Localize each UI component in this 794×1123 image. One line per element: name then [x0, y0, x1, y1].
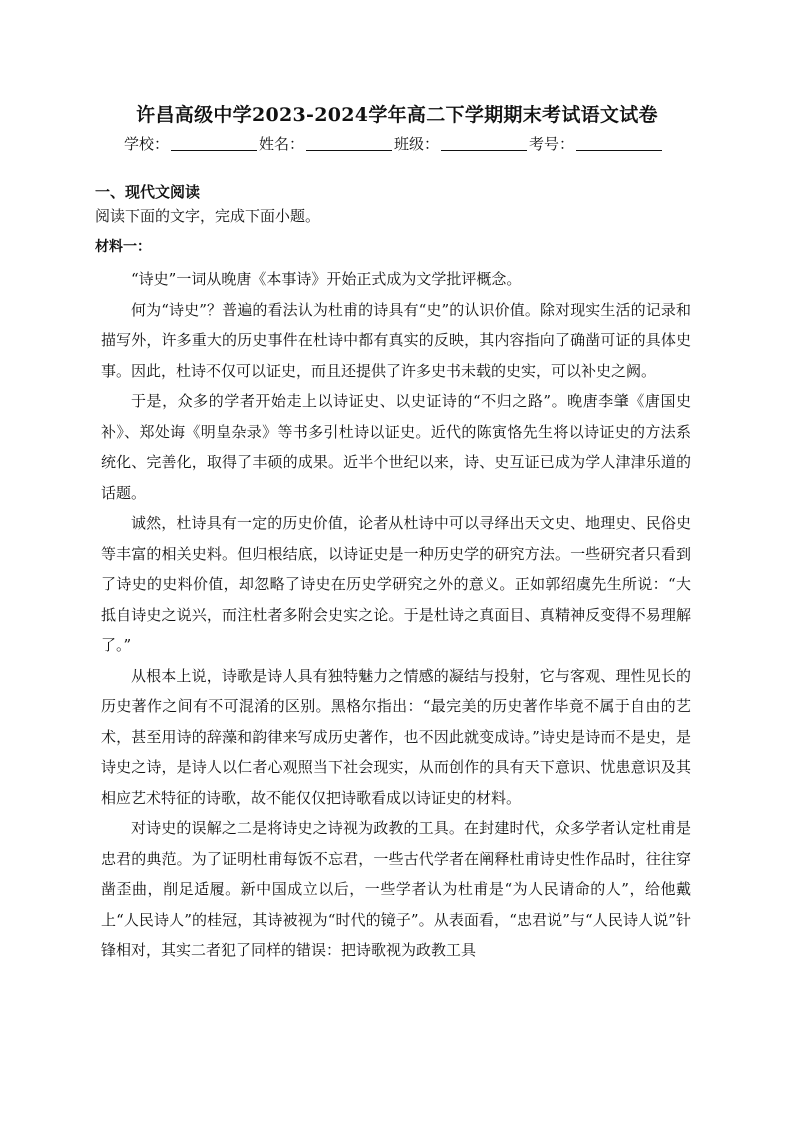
- name-blank: [306, 134, 392, 151]
- exam-title: 许昌高级中学2023-2024学年高二下学期期末考试语文试卷: [136, 104, 658, 126]
- passage-body: [101, 264, 691, 966]
- student-info-line: [124, 133, 664, 154]
- paragraph: “诗史”一词从晚唐《本事诗》开始正式成为文学批评概念。: [131, 270, 522, 288]
- section-heading: 一、现代文阅读: [95, 183, 201, 201]
- number-blank: [576, 134, 662, 151]
- paragraph: 何为“诗史”？普遍的看法认为杜甫的诗具有“史”的认识价值。除对现实生活的记录和描写外，许多重大的历史事件在杜诗中都有真实的反映，其内容指向了确凿可证的具体史事。因此，杜诗不仅可以证史，而且还提供了许多史书未载的史实，可以补史之阙。: [101, 300, 691, 380]
- class-blank: [441, 134, 527, 151]
- school-blank: [171, 134, 257, 151]
- section-instruction: 阅读下面的文字，完成下面小题。: [95, 207, 321, 225]
- school-label: 学校：: [124, 135, 170, 153]
- paragraph: 对诗史的误解之二是将诗史之诗视为政教的工具。在封建时代，众多学者认定杜甫是忠君的典范。为了证明杜甫每饭不忘君，一些古代学者在阐释杜甫诗史性作品时，往往穿凿歪曲，削足适履。新中国成立以后，一些学者认为杜甫是“为人民请命的人”，给他戴上“人民诗人”的桂冠，其诗被视为“时代的镜子”。从表面看，“忠君说”与“人民诗人说”针锋相对，其实二者犯了同样的错误：把诗歌视为政教工具: [101, 819, 691, 959]
- number-label: 考号：: [529, 135, 575, 153]
- class-label: 班级：: [394, 135, 440, 153]
- paragraph: 诚然，杜诗具有一定的历史价值，论者从杜诗中可以寻绎出天文史、地理史、民俗史等丰富的相关史料。但归根结底，以诗证史是一种历史学的研究方法。一些研究者只看到了诗史的史料价值，却忽略了诗史在历史学研究之外的意义。正如郭绍虞先生所说：“大抵自诗史之说兴，而注杜者多附会史实之论。于是杜诗之真面目、真精神反变得不易理解了。”: [101, 514, 691, 654]
- name-label: 姓名：: [259, 135, 305, 153]
- material-label: 材料一：: [95, 239, 151, 255]
- paragraph: 于是，众多的学者开始走上以诗证史、以史证诗的“不归之路”。晚唐李肇《唐国史补》、郑处诲《明皇杂录》等书多引杜诗以证史。近代的陈寅恪先生将以诗证史的方法系统化、完善化，取得了丰硕的成果。近半个世纪以来，诗、史互证已成为学人津津乐道的话题。: [101, 392, 691, 502]
- paragraph: 从根本上说，诗歌是诗人具有独特魅力之情感的凝结与投射，它与客观、理性见长的历史著作之间有不可混淆的区别。黑格尔指出：“最完美的历史著作毕竟不属于自由的艺术，甚至用诗的辞藻和韵律来写成历史著作，也不因此就变成诗。”诗史是诗而不是史，是诗史之诗，是诗人以仁者心观照当下社会现实，从而创作的具有天下意识、忧患意识及其相应艺术特征的诗歌，故不能仅仅把诗歌看成以诗证史的材料。: [101, 666, 691, 807]
